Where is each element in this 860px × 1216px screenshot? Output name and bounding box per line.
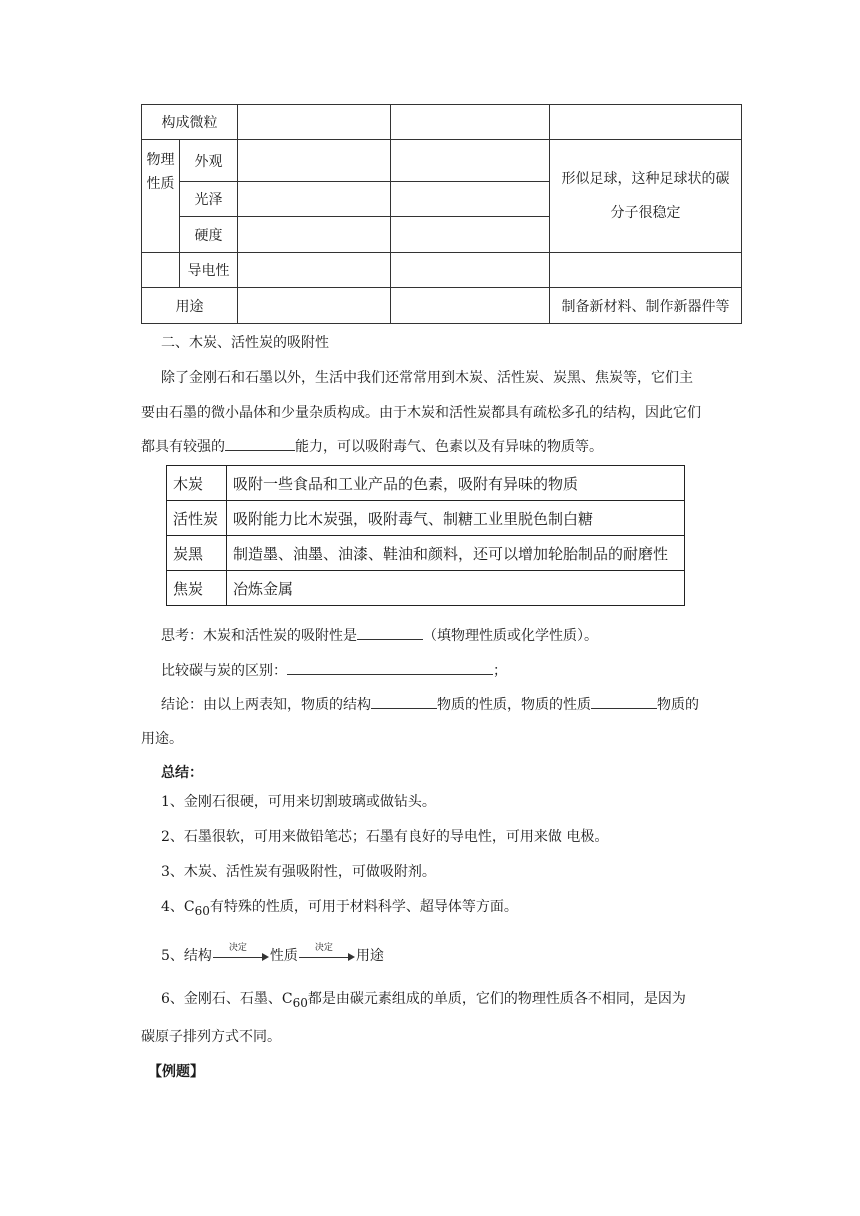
summary-item-6: 6、金刚石、石墨、$C_{60}$都是由碳元素组成的单质，它们的物理性质各不相同，是因为 (161, 991, 686, 1010)
cell-empty (142, 253, 180, 288)
cell-empty (391, 217, 550, 253)
conclusion-line-2: 用途。 (141, 731, 183, 747)
carbon-name-cell: 焦炭 (167, 571, 227, 606)
physical-label-line2: 性质 (146, 176, 175, 192)
carbon-use-cell: 制造墨、油墨、油漆、鞋油和颜料，还可以增加轮胎制品的耐磨性 (227, 536, 685, 571)
carbon-name-cell: 活性炭 (167, 501, 227, 536)
fill-blank[interactable] (225, 436, 295, 451)
compare-question: 比较碳与炭的区别： ； (161, 660, 507, 680)
determines-arrow-icon: 决定 (299, 949, 355, 963)
summary-item-5: 5、结构 决定 性质 决定 用途 (161, 943, 384, 964)
cell-empty (238, 140, 391, 182)
carbon-use-cell: 吸附能力比木炭强，吸附毒气、制糖工业里脱色制白糖 (227, 501, 685, 536)
summary-title: 总结： (161, 765, 203, 781)
carbon-use-cell: 吸附一些食品和工业产品的色素，吸附有异味的物质 (227, 466, 685, 501)
cell-empty (391, 140, 550, 182)
carbon-properties-table (141, 104, 742, 324)
row-label-structure: 构成微粒 (142, 105, 238, 140)
fill-blank[interactable] (591, 694, 657, 709)
row-label-appearance: 外观 (180, 140, 238, 182)
cell-empty (391, 288, 550, 324)
cell-empty (391, 253, 550, 288)
conclusion-line-1: 结论：由以上两表知，物质的结构 物质的性质，物质的性质 物质的 (161, 694, 699, 714)
cell-empty (238, 182, 391, 217)
carbon-name-cell: 炭黑 (167, 536, 227, 571)
row-group-physical (142, 140, 180, 253)
example-heading: 【例题】 (148, 1064, 204, 1080)
c60-property-note: 形似足球，这种足球状的碳分子很稳定 (550, 140, 742, 253)
intro-line-2: 要由石墨的微小晶体和少量杂质构成。由于木炭和活性炭都具有疏松多孔的结构，因此它们 (141, 405, 701, 421)
fill-blank[interactable] (371, 694, 437, 709)
cell-empty (238, 288, 391, 324)
determines-arrow-icon: 决定 (213, 949, 269, 963)
carbon-use-cell: 冶炼金属 (227, 571, 685, 606)
physical-label-line1: 物理 (146, 152, 175, 168)
row-label-usage: 用途 (142, 288, 238, 324)
c60-usage: 制备新材料、制作新器件等 (550, 288, 742, 324)
summary-item-1: 1、金刚石很硬，可用来切割玻璃或做钻头。 (161, 794, 436, 810)
cell-empty (550, 105, 742, 140)
row-label-conductivity: 导电性 (180, 253, 238, 288)
fill-blank[interactable] (357, 625, 423, 640)
adsorbent-uses-table (166, 465, 685, 606)
row-label-luster: 光泽 (180, 182, 238, 217)
think-question: 思考：木炭和活性炭的吸附性是 （填物理性质或化学性质）。 (161, 625, 598, 645)
cell-empty (550, 253, 742, 288)
fill-blank[interactable] (287, 660, 493, 675)
cell-empty (238, 105, 391, 140)
row-label-hardness: 硬度 (180, 217, 238, 253)
section-heading: 二、木炭、活性炭的吸附性 (161, 335, 329, 351)
summary-item-3: 3、木炭、活性炭有强吸附性，可做吸附剂。 (161, 864, 436, 880)
intro-line-3: 都具有较强的 能力，可以吸附毒气、色素以及有异味的物质等。 (141, 436, 603, 456)
summary-item-2: 2、石墨很软，可用来做铅笔芯；石墨有良好的导电性，可用来做 电极。 (161, 829, 609, 845)
summary-item-4: 4、$C_{60}$有特殊的性质，可用于材料科学、超导体等方面。 (161, 899, 518, 918)
cell-empty (238, 253, 391, 288)
summary-item-6-cont: 碳原子排列方式不同。 (141, 1029, 281, 1045)
cell-empty (238, 217, 391, 253)
intro-line-1: 除了金刚石和石墨以外，生活中我们还常常用到木炭、活性炭、炭黑、焦炭等，它们主 (161, 370, 693, 386)
cell-empty (391, 182, 550, 217)
carbon-name-cell: 木炭 (167, 466, 227, 501)
cell-empty (391, 105, 550, 140)
